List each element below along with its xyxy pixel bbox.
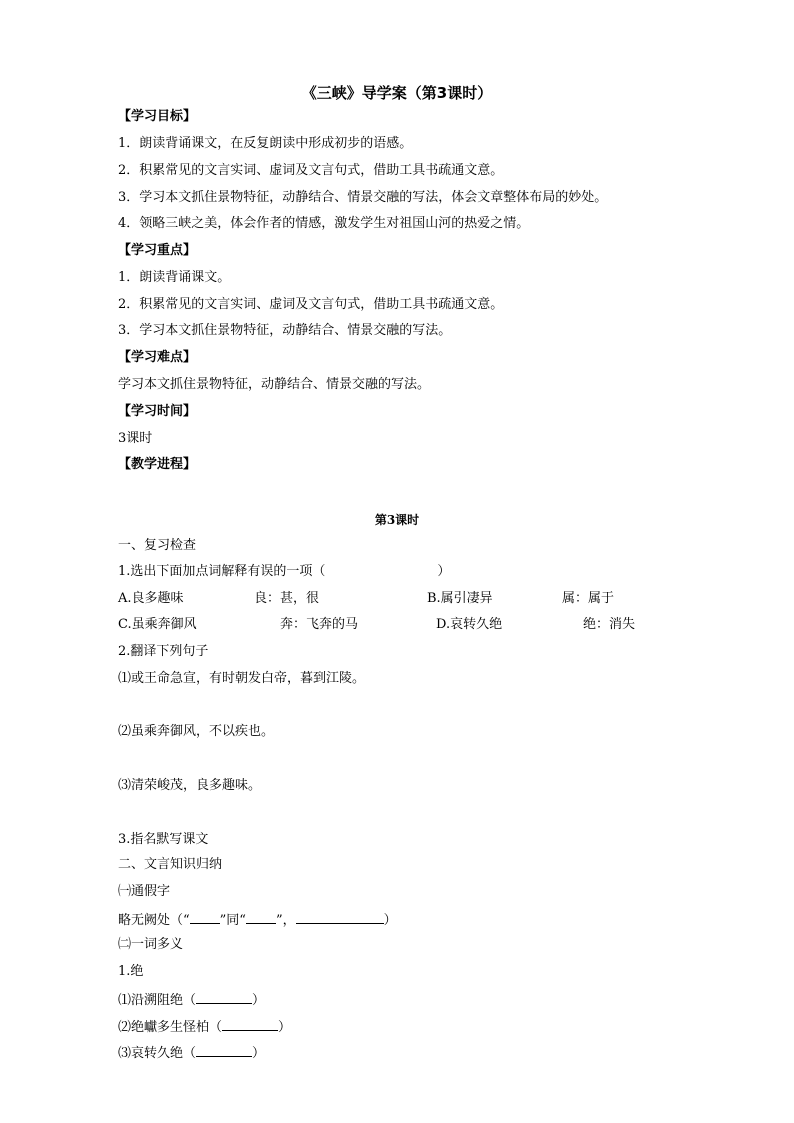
question-1-close: ） <box>437 564 451 579</box>
review-heading: 一、复习检查 <box>118 538 197 553</box>
difficulty-heading: 【学习难点】 <box>118 350 197 365</box>
word-1-item-3-text: ⑶哀转久绝（ <box>118 1046 197 1061</box>
time-text: 3课时 <box>118 431 153 446</box>
objective-item-4: 4．领略三峡之美，体会作者的情感，激发学生对祖国山河的热爱之情。 <box>118 216 530 231</box>
option-b-note: 属：属于 <box>562 591 615 606</box>
keypoint-item-3: 3．学习本文抓住景物特征，动静结合、情景交融的写法。 <box>118 323 452 338</box>
time-heading: 【学习时间】 <box>118 404 197 419</box>
option-b-text: B.属引凄异 <box>427 591 493 606</box>
question-3: 3.指名默写课文 <box>118 832 209 847</box>
answer-blank[interactable] <box>296 910 384 924</box>
option-d-text: D.哀转久绝 <box>436 617 503 632</box>
answer-blank[interactable] <box>222 1017 278 1031</box>
option-a-note: 良：甚，很 <box>254 591 320 606</box>
word-1-item-1 <box>118 990 265 1010</box>
word-1-heading: 1.绝 <box>118 964 144 979</box>
tongjia-part-a: 略无阙处（“ <box>118 913 190 928</box>
paren-close: ） <box>252 1046 266 1061</box>
translate-item-2: ⑵虽乘奔御风，不以疾也。 <box>118 724 275 739</box>
tongjia-part-d: ） <box>383 913 397 928</box>
objective-item-1: 1．朗读背诵课文，在反复朗读中形成初步的语感。 <box>118 136 413 151</box>
translate-item-1: ⑴或王命急宣，有时朝发白帝，暮到江陵。 <box>118 671 366 686</box>
question-1 <box>118 563 450 581</box>
keypoint-item-2: 2．积累常见的文言实词、虚词及文言句式，借助工具书疏通文意。 <box>118 297 504 312</box>
objectives-heading: 【学习目标】 <box>118 109 197 124</box>
question-1-text: 1.选出下面加点词解释有误的一项（ <box>118 564 326 579</box>
question-2: 2.翻译下列句子 <box>118 644 209 659</box>
lesson-heading: 第3课时 <box>374 513 420 527</box>
paren-close: ） <box>278 1020 292 1035</box>
tongjia-item <box>118 910 397 930</box>
document-title: 《三峡》导学案（第3课时） <box>301 84 493 102</box>
answer-blank[interactable] <box>190 910 220 924</box>
tongjia-part-b: ”同“ <box>219 913 246 928</box>
answer-blank[interactable] <box>196 1043 252 1057</box>
objective-item-2: 2．积累常见的文言实词、虚词及文言句式，借助工具书疏通文意。 <box>118 163 504 178</box>
word-1-item-2 <box>118 1017 291 1037</box>
word-1-item-2-text: ⑵绝巘多生怪柏（ <box>118 1020 223 1035</box>
keypoint-item-1: 1．朗读背诵课文。 <box>118 270 231 285</box>
paren-close: ） <box>252 993 266 1008</box>
answer-blank[interactable] <box>196 990 252 1004</box>
translate-item-3: ⑶清荣峻茂，良多趣味。 <box>118 778 262 793</box>
process-heading: 【教学进程】 <box>118 457 197 472</box>
tongjia-heading: ㈠通假字 <box>118 884 171 899</box>
keypoints-heading: 【学习重点】 <box>118 243 197 258</box>
option-d-note: 绝：消失 <box>583 617 636 632</box>
word-1-item-3 <box>118 1043 265 1063</box>
option-c-note: 奔：飞奔的马 <box>280 617 359 632</box>
tongjia-part-c: ”， <box>275 913 296 928</box>
word-1-item-1-text: ⑴沿溯阻绝（ <box>118 993 197 1008</box>
option-a-text: A.良多趣味 <box>118 591 184 606</box>
difficulty-text: 学习本文抓住景物特征，动静结合、情景交融的写法。 <box>118 377 431 392</box>
knowledge-heading: 二、文言知识归纳 <box>118 857 223 872</box>
answer-blank[interactable] <box>246 910 276 924</box>
objective-item-3: 3．学习本文抓住景物特征，动静结合、情景交融的写法，体会文章整体布局的妙处。 <box>118 190 608 205</box>
polysemy-heading: ㈡一词多义 <box>118 937 184 952</box>
option-c-text: C.虽乘奔御风 <box>118 617 197 632</box>
